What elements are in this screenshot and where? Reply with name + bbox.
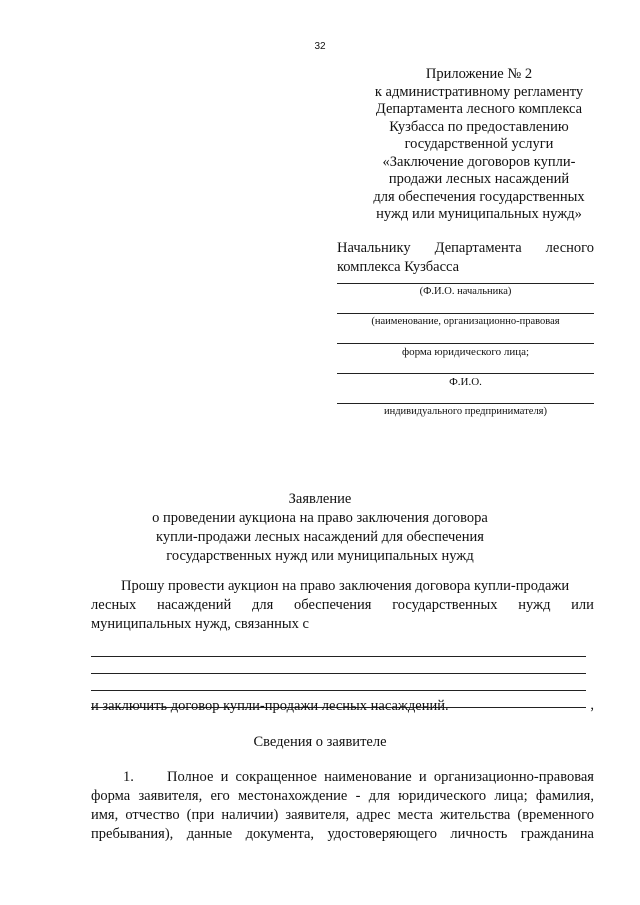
word: для [368, 788, 390, 804]
blank-line[interactable] [91, 640, 594, 657]
request-conclusion: и заключить договор купли-продажи лесных насаждений. [91, 698, 449, 714]
word: местонахождение [237, 788, 348, 804]
fill-in-line[interactable] [337, 283, 594, 284]
paragraph-line: Прошу провести аукцион на право заключения договора купли-продажи [121, 578, 570, 594]
word: отчество [125, 807, 180, 823]
title-line: о проведении аукциона на право заключения договора [152, 510, 488, 526]
addressee-word: Департамента [434, 240, 522, 256]
addressee-line [337, 239, 594, 258]
fill-in-line[interactable] [337, 373, 594, 374]
word: личность [450, 826, 508, 842]
title-line: Заявление [288, 491, 352, 507]
appendix-line: Приложение № 2 [425, 66, 533, 82]
fill-in-line[interactable] [337, 403, 594, 404]
appendix-line: к административному регламенту [374, 83, 584, 100]
addressee-word: Начальнику [337, 240, 411, 256]
appendix-line: государственной услуги [404, 136, 554, 152]
word: места [397, 807, 433, 823]
appendix-line: Кузбасса по предоставлению [389, 118, 569, 135]
appendix-header [346, 66, 612, 224]
item-number: 1. Полное [123, 769, 214, 785]
trailing-comma: , [590, 697, 594, 713]
addressee-line: комплекса Кузбасса [337, 259, 460, 275]
word: пребывания), [91, 826, 174, 842]
word: лица; [494, 788, 528, 804]
addressee-block [337, 239, 594, 277]
list-item [91, 768, 594, 844]
appendix-line: продажи лесных насаждений [388, 171, 570, 187]
field-caption: Ф.И.О. [449, 376, 482, 388]
title-line: государственных нужд или муниципальных нужд [166, 548, 474, 564]
word: форма [91, 788, 131, 804]
request-paragraph [91, 577, 594, 634]
word: гражданина [520, 826, 594, 842]
word: удостоверяющего [327, 826, 437, 842]
paragraph-line [91, 787, 594, 806]
word: наличии) [221, 807, 279, 823]
application-title [0, 490, 640, 566]
word: или [571, 597, 594, 613]
word: адрес [356, 807, 391, 823]
word: (временного [517, 807, 594, 823]
paragraph-line: муниципальных нужд, связанных с [91, 616, 309, 632]
section-heading: Сведения о заявителе [253, 734, 387, 750]
word: жительства [440, 807, 511, 823]
word: - [355, 788, 361, 804]
word: и [418, 769, 427, 785]
word: фамилия, [535, 788, 594, 804]
appendix-line: «Заключение договоров купли- [382, 153, 576, 170]
word: документа, [245, 826, 315, 842]
blank-line[interactable] [91, 674, 594, 691]
word: и [220, 769, 229, 785]
paragraph-line [91, 806, 594, 825]
fill-in-line[interactable] [337, 343, 594, 344]
addressee-word: лесного [545, 240, 594, 256]
word: сокращенное [235, 769, 317, 785]
word: насаждений [156, 597, 232, 613]
word: имя, [91, 807, 119, 823]
paragraph-line [91, 825, 594, 844]
appendix-line: для обеспечения государственных [373, 188, 585, 205]
paragraph-line [91, 596, 594, 615]
word: юридического [398, 788, 487, 804]
fill-in-line[interactable] [337, 313, 594, 314]
word: для [252, 597, 274, 613]
word: данные [186, 826, 233, 842]
blank-line[interactable] [91, 657, 594, 674]
word: нужд [518, 597, 551, 613]
word: заявителя, [138, 788, 203, 804]
page-number: 32 [314, 41, 326, 52]
word: наименование [324, 769, 412, 785]
appendix-line: нужд или муниципальных нужд» [376, 206, 582, 222]
word: обеспечения [294, 597, 372, 613]
field-caption: (Ф.И.О. начальника) [419, 286, 512, 297]
field-caption: индивидуального предпринимателя) [383, 406, 548, 417]
word: заявителя, [285, 807, 350, 823]
title-line: купли-продажи лесных насаждений для обеспечения [156, 529, 484, 545]
word: государственных [392, 597, 498, 613]
word: его [210, 788, 230, 804]
word: (при [186, 807, 215, 823]
appendix-line: Департамента лесного комплекса [375, 101, 583, 117]
field-caption: форма юридического лица; [401, 346, 530, 358]
addressee-fields [337, 283, 594, 433]
word: лесных [91, 597, 137, 613]
field-caption: (наименование, организационно-правовая [371, 316, 560, 327]
paragraph-line [91, 768, 594, 787]
word: организационно-правовая [433, 769, 594, 785]
